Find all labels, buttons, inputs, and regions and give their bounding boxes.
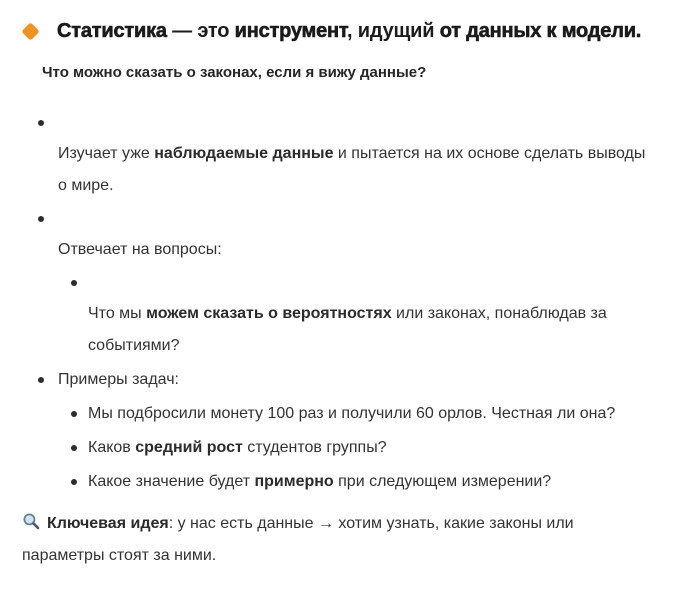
heading-block	[22, 16, 659, 46]
bullet-icon	[38, 377, 44, 383]
list-item	[22, 398, 659, 430]
list-item-text: Каков средний рост студентов группы?	[88, 439, 387, 456]
bullet-list	[22, 108, 659, 498]
list-item-text: Примеры задач:	[58, 371, 179, 388]
bullet-icon	[38, 216, 44, 222]
list-item-text: Мы подбросили монету 100 раз и получили 60 орлов. Честная ли она?	[88, 405, 616, 422]
bullet-icon	[71, 445, 77, 451]
key-idea-text: Ключевая идея: у нас есть данные → хотим узнать, какие законы или параметры стоят за ними.	[22, 515, 574, 564]
bullet-icon	[71, 280, 77, 286]
list-item-text: Изучает уже наблюдаемые данные и пытается на их основе сделать выводы о мире.	[58, 145, 646, 194]
bullet-icon	[38, 120, 44, 126]
bullet-icon	[71, 411, 77, 417]
list-item-text: Какое значение будет примерно при следующем измерении?	[88, 473, 552, 490]
key-idea	[22, 508, 659, 572]
magnifier-icon	[22, 511, 41, 530]
list-item	[22, 432, 659, 464]
subheading: Что можно сказать о законах, если я вижу данные?	[42, 64, 427, 81]
list-item	[22, 268, 659, 362]
list-item-text: Отвечает на вопросы:	[58, 241, 222, 258]
orange-diamond-icon	[21, 22, 39, 40]
list-item	[22, 364, 659, 396]
list-item-text: Что мы можем сказать о вероятностях или законах, понаблюдав за событиями?	[88, 305, 607, 354]
list-item	[22, 466, 659, 498]
bullet-icon	[71, 479, 77, 485]
list-item	[22, 204, 659, 266]
list-item	[22, 108, 659, 202]
page-title: Статистика — это инструмент, идущий от данных к модели.	[57, 20, 642, 42]
